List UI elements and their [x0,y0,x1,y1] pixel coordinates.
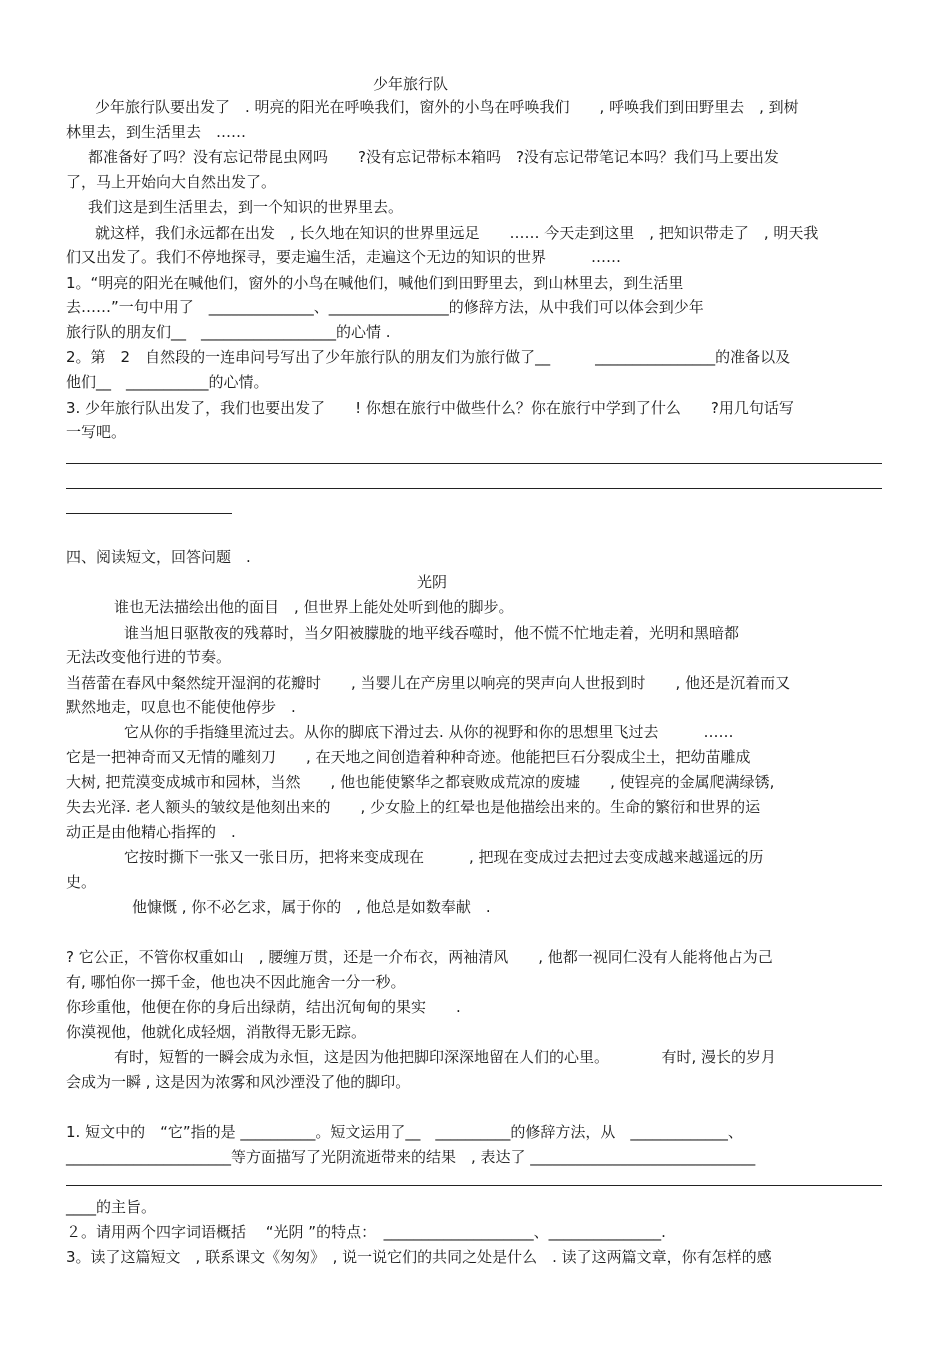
s4-p8-line1: ? 它公正，不管你权重如山 , 腰缠万贯，还是一介布衣，两袖清风 , 他都一视同仁没有人能将他占为己 [66,948,773,966]
s3-p2-line1: 都准备好了吗？没有忘记带昆虫网吗 ?没有忘记带标本箱吗 ?没有忘记带笔记本吗？我们马上要出发 [88,148,779,166]
answer-line [66,488,882,489]
s3-q3-line1: 3. 少年旅行队出发了，我们也要出发了 ! 你想在旅行中做些什么？你在旅行中学到了什么 ?用几句话写 [66,399,794,417]
s4-q1-line3: ____的主旨。 [66,1198,157,1216]
s3-p1-line1: 少年旅行队要出发了 . 明亮的阳光在呼唤我们，窗外的小鸟在呼唤我们 , 呼唤我们到田野里去 , 到树 [95,98,799,116]
s4-p5-line1: 它是一把神奇而又无情的雕刻刀 , 在天地之间创造着种种奇迹。他能把巨石分裂成尘土，把幼苗雕成 [66,748,751,766]
s3-q1-line3: 旅行队的朋友们__ __________________的心情 . [66,323,391,341]
s4-p11-line2: 会成为一瞬 , 这是因为浓雾和风沙湮没了他的脚印。 [66,1073,411,1091]
answer-line [66,1185,882,1186]
s4-p3-line1: 当蓓蕾在春风中粲然绽开湿润的花瓣时 , 当婴儿在产房里以响亮的哭声向人世报到时 , 他还是沉着而又 [66,674,791,692]
s4-p6-line2: 史。 [66,873,97,891]
s3-q1-line2: 去……”一句中用了 ______________、________________的修辞方法，从中我们可以体会到少年 [66,298,704,316]
s4-p5-line4: 动正是由他精心指挥的 . [66,823,236,841]
s3-p1-line2: 林里去，到生活里去 …… [66,123,247,141]
passage-title-shaonian: 少年旅行队 [373,75,449,93]
s4-p9-line1: 你珍重他，他便在你的身后出绿荫，结出沉甸甸的果实 . [66,998,461,1016]
s4-p2-line2: 无法改变他行进的节奏。 [66,648,232,666]
s3-q2-line2: 他们__ ___________的心情。 [66,373,269,391]
s4-q3-line1: 3。读了这篇短文 , 联系课文《匆匆》 , 说一说它们的共同之处是什么 . 读了这两篇文章，你有怎样的感 [66,1248,772,1266]
s4-q2-line1: ２。请用两个四字词语概括 “光阴 ”的特点： ____________________、_______________. [66,1223,666,1241]
s3-p2-line2: 了，马上开始向大自然出发了。 [66,173,277,191]
s4-p4-line1: 它从你的手指缝里流过去。从你的脚底下滑过去. 从你的视野和你的思想里飞过去 …… [124,723,734,741]
s4-p5-line3: 失去光泽. 老人额头的皱纹是他刻出来的 , 少女脸上的红晕也是他描绘出来的。生命的繁衍和世界的运 [66,798,761,816]
s4-p8-line2: 有, 哪怕你一掷千金，他也决不因此施舍一分一秒。 [66,973,406,991]
passage-title-guangyin: 光阴 [417,573,448,591]
section-heading: 四、阅读短文，回答问题 . [66,548,251,566]
s4-p2-line1: 谁当旭日驱散夜的残幕时，当夕阳被朦胧的地平线吞噬时，他不慌不忙地走着，光明和黑暗都 [124,624,740,642]
s3-p3-line1: 我们这是到生活里去，到一个知识的世界里去。 [88,198,404,216]
s3-q3-line2: 一写吧。 [66,423,127,441]
s3-p4-line2: 们又出发了。我们不停地探寻，要走遍生活，走遍这个无边的知识的世界 …… [66,248,622,266]
s4-q1-line2: ______________________等方面描写了光阴流逝带来的结果 , 表达了 ______________________________ [66,1148,756,1166]
s4-p11-line1: 有时，短暂的一瞬会成为永恒，这是因为他把脚印深深地留在人们的心里。 有时, 漫长的岁月 [114,1048,777,1066]
s4-p3-line2: 默然地走，叹息也不能使他停步 . [66,698,296,716]
answer-line [66,463,882,464]
s4-p5-line2: 大树, 把荒漠变成城市和园林，当然 , 他也能使繁华之都衰败成荒凉的废墟 , 使锃亮的金属爬满绿锈, [66,773,775,791]
s4-q1-line1: 1. 短文中的 “它”指的是 __________。短文运用了__ __________的修辞方法，从 _____________、 [66,1123,743,1141]
s4-p6-line1: 它按时撕下一张又一张日历，把将来变成现在 , 把现在变成过去把过去变成越来越遥远的历 [124,848,764,866]
s3-p4-line1: 就这样，我们永远都在出发 , 长久地在知识的世界里远足 …… 今天走到这里 , 把知识带走了 , 明天我 [95,224,819,242]
s4-p1-line1: 谁也无法描绘出他的面目 , 但世界上能处处听到他的脚步。 [114,598,514,616]
s3-q1-line1: 1。“明亮的阳光在喊他们，窗外的小鸟在喊他们，喊他们到田野里去，到山林里去，到生活里 [66,274,684,292]
answer-line [66,513,232,514]
s4-p7-line1: 他慷慨 , 你不必乞求，属于你的 , 他总是如数奉献 . [132,898,491,916]
s3-q2-line1: 2。第 2 自然段的一连串问号写出了少年旅行队的朋友们为旅行做了__ ________________的准备以及 [66,348,791,366]
s4-p10-line1: 你漠视他，他就化成轻烟，消散得无影无踪。 [66,1023,367,1041]
